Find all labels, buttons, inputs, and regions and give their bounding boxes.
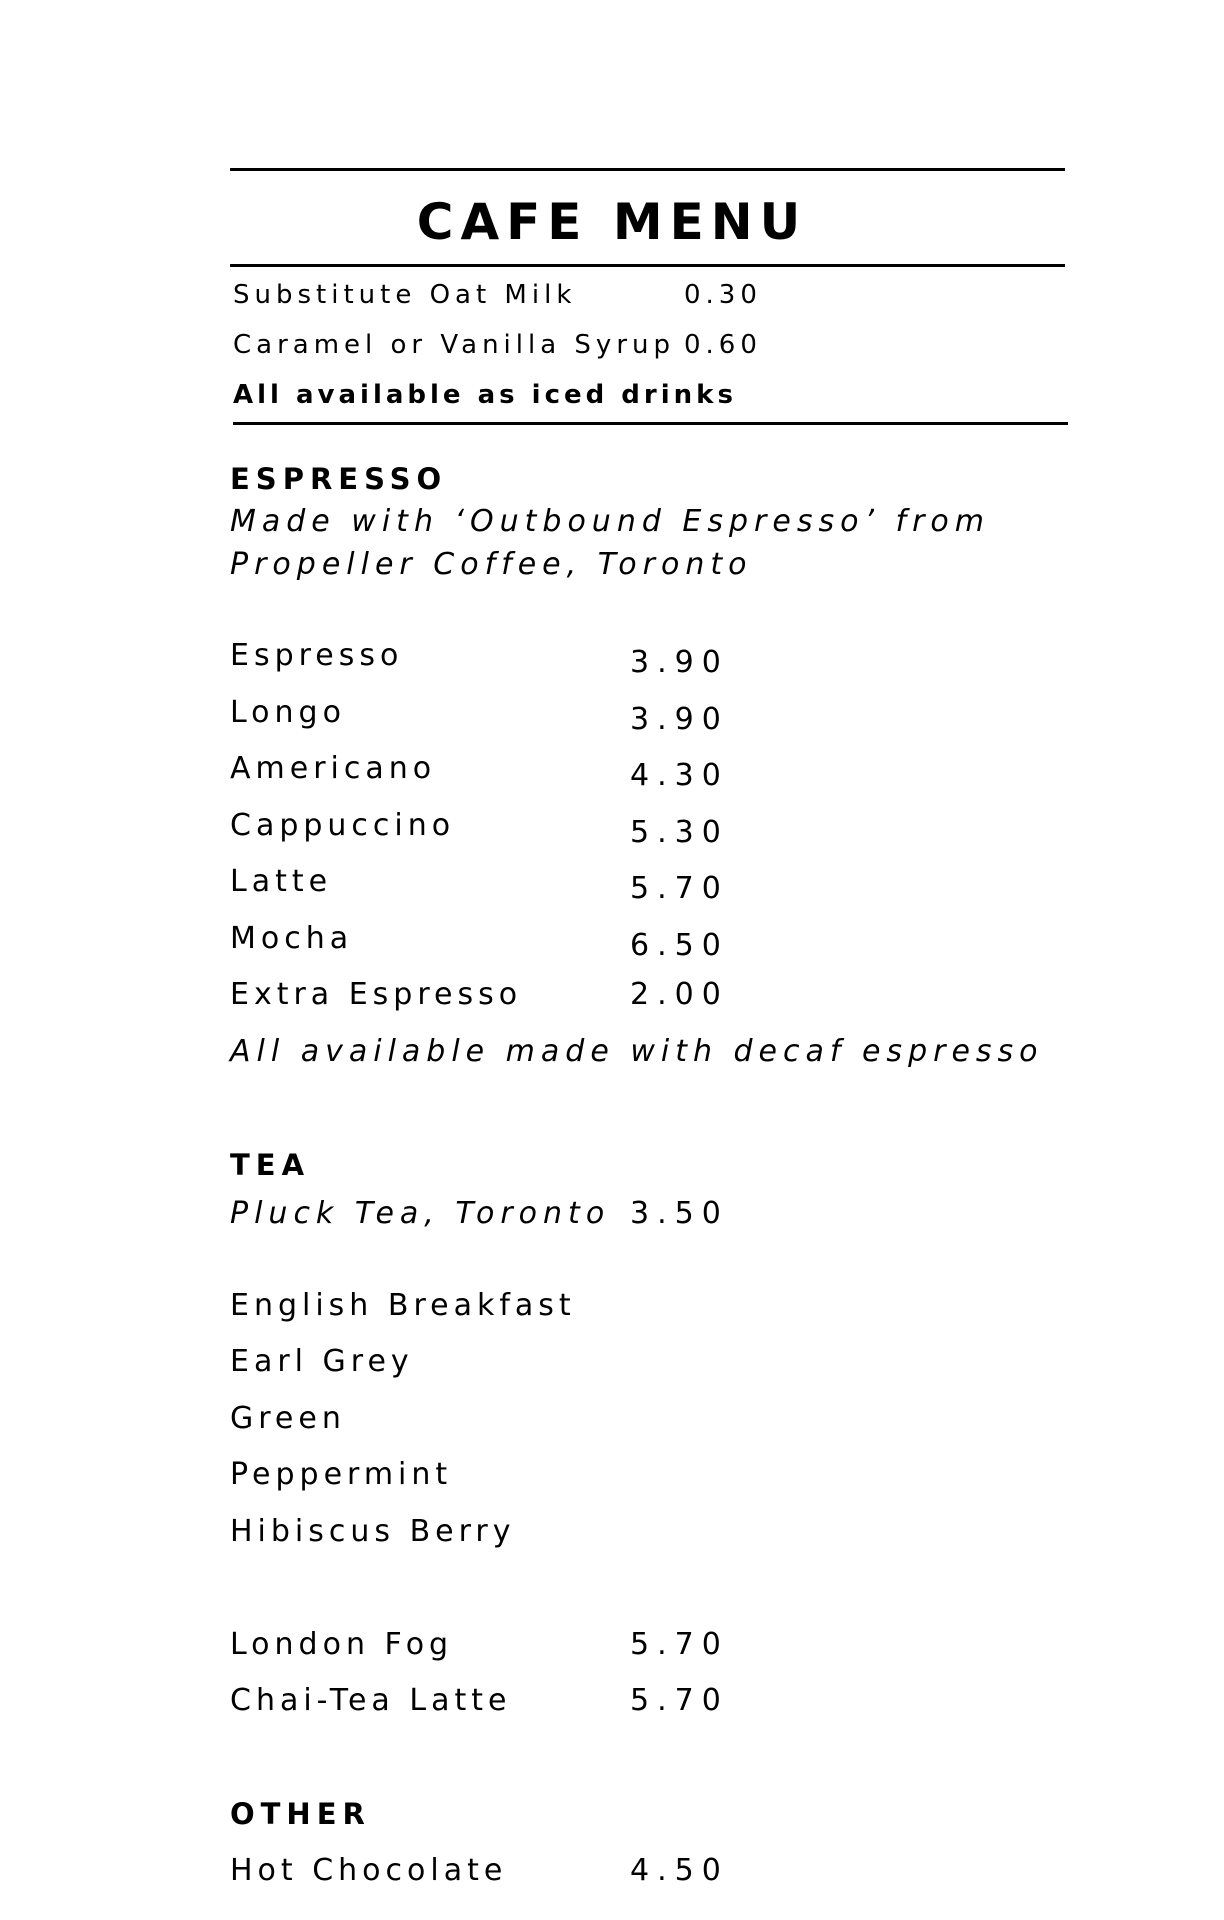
tea-price: 3.50 — [630, 1196, 729, 1231]
section-heading-espresso: ESPRESSO — [230, 462, 448, 496]
section-heading-tea: TEA — [230, 1148, 311, 1182]
menu-item-name: Mocha — [230, 921, 354, 956]
tea-variety: Hibiscus Berry — [230, 1514, 516, 1549]
menu-item-name: Cappuccino — [230, 808, 456, 843]
menu-item-name: London Fog — [230, 1627, 454, 1662]
menu-item-price: 4.50 — [630, 1853, 729, 1888]
addon-price-syrup: 0.60 — [684, 330, 762, 360]
addon-label-syrup: Caramel or Vanilla Syrup — [233, 330, 675, 360]
menu-item-price: 5.70 — [630, 871, 729, 906]
menu-item-price: 5.30 — [630, 815, 729, 850]
menu-item-price: 5.70 — [630, 1683, 729, 1718]
menu-item-price: 6.50 — [630, 928, 729, 963]
menu-item-price: 5.70 — [630, 1627, 729, 1662]
title-underline — [230, 264, 1065, 267]
menu-item-price: 3.90 — [630, 645, 729, 680]
tea-variety: Peppermint — [230, 1457, 453, 1492]
page-title: CAFE MENU — [416, 193, 808, 251]
tea-description: Pluck Tea, Toronto — [230, 1196, 611, 1231]
menu-item-name: Americano — [230, 751, 437, 786]
iced-drinks-note: All available as iced drinks — [233, 380, 737, 410]
tea-variety: Green — [230, 1401, 346, 1436]
menu-item-name: Latte — [230, 864, 333, 899]
menu-item-price: 4.30 — [630, 758, 729, 793]
menu-item-price: 3.90 — [630, 702, 729, 737]
decaf-note: All available made with decaf espresso — [230, 1034, 1044, 1069]
menu-item-price: 2.00 — [630, 977, 729, 1012]
tea-variety: Earl Grey — [230, 1344, 414, 1379]
addons-bottom-rule — [233, 422, 1068, 425]
menu-item-name: Espresso — [230, 638, 404, 673]
section-heading-other: OTHER — [230, 1797, 371, 1831]
espresso-description-line-2: Propeller Coffee, Toronto — [230, 547, 753, 582]
addon-label-oat-milk: Substitute Oat Milk — [233, 280, 577, 310]
top-rule — [230, 168, 1065, 171]
menu-item-name: Longo — [230, 695, 346, 730]
espresso-description-line-1: Made with ‘Outbound Espresso’ from — [230, 504, 990, 539]
menu-item-name: Chai-Tea Latte — [230, 1683, 512, 1718]
menu-item-name: Hot Chocolate — [230, 1853, 508, 1888]
menu-item-name: Extra Espresso — [230, 977, 523, 1012]
tea-variety: English Breakfast — [230, 1288, 576, 1323]
addon-price-oat-milk: 0.30 — [684, 280, 762, 310]
